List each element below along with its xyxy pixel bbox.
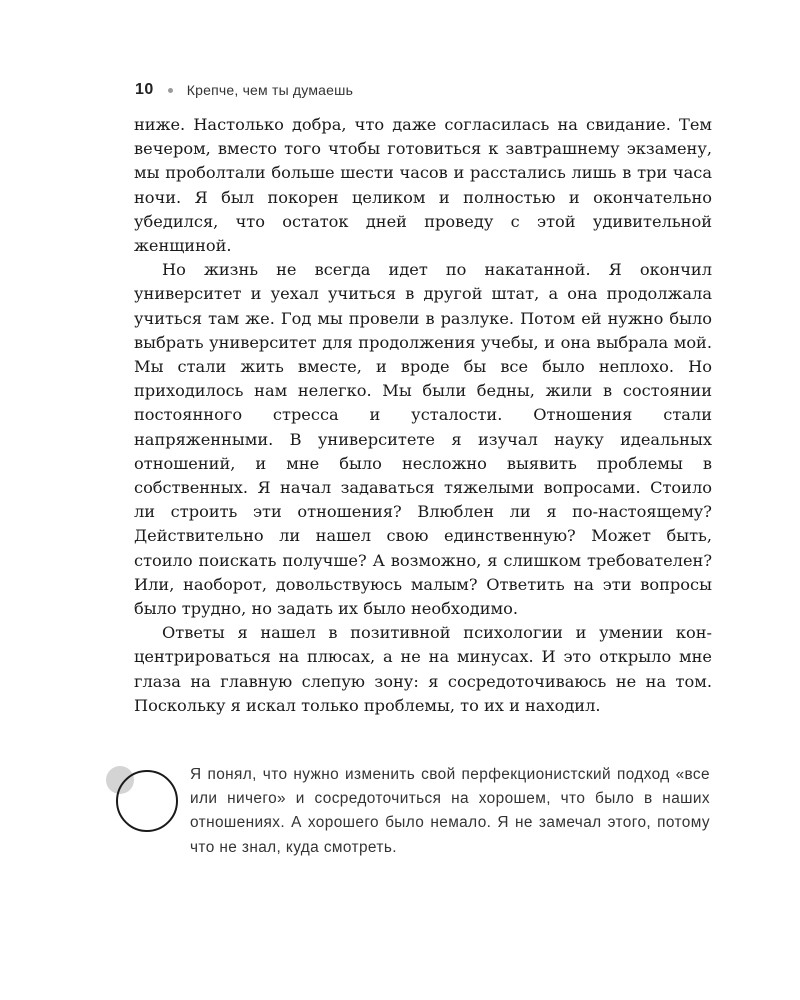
circle-marker-icon xyxy=(104,764,184,844)
page-header xyxy=(135,80,353,100)
paragraph-3: Ответы я нашел в позитивной психологии и умении концентрироваться на плюсах, а не на минусах. И это открыло мне глаза на главную слепую зону: я сосредоточиваюсь не на том. Поскольку я искал только проблемы, то их и находил. xyxy=(134,623,712,715)
running-title: Крепче, чем ты думаешь xyxy=(186,82,354,98)
page-number: 10 xyxy=(135,81,154,98)
ring-icon xyxy=(116,770,178,832)
main-text xyxy=(134,113,712,718)
bullet-separator-icon xyxy=(168,88,173,93)
paragraph-2: Но жизнь не всегда идет по накатанной. Я окончил университет и уехал учиться в другой штат, а она продолжала учиться там же. Год мы провели в разлуке. Потом ей нужно было выбрать университет для продолжения учебы, и она выбрала мой. Мы стали жить вместе, и вроде бы все было неплохо. Но приходилось нам нелегко. Мы были бедны, жили в состоянии постоянного стресса и усталости. Отношения стали напряженными. В университете я изучал науку идеальных отношений, и мне было несложно выявить проблемы в собственных. Я начал задаваться тяжелыми вопросами. Стоило ли строить эти отношения? Влюблен ли я по-настоящему? Действительно ли нашел свою единственную? Может быть, стоило поискать получше? А возможно, я слишком требователен? Или, наоборот, довольствуюсь малым? Ответить на эти вопросы было трудно, но задать их было необходимо. xyxy=(134,260,712,619)
paragraph-1: ниже. Настолько добра, что даже согласилась на свидание. Тем вечером, вместо того чтобы готовиться к завтрашнему экзамену, мы проболтали больше шести часов и расстались лишь в три часа ночи. Я был покорен целиком и полностью и окончательно убедился, что остаток дней проведу с этой удивительной женщиной. xyxy=(134,115,712,256)
callout-text: Я понял, что нужно изменить свой перфекционистский подход «все или ничего» и сосредоточиться на хорошем, что было в наших отношениях. А хорошего было немало. Я не замечал этого, потому что не знал, куда смотреть. xyxy=(190,766,710,856)
